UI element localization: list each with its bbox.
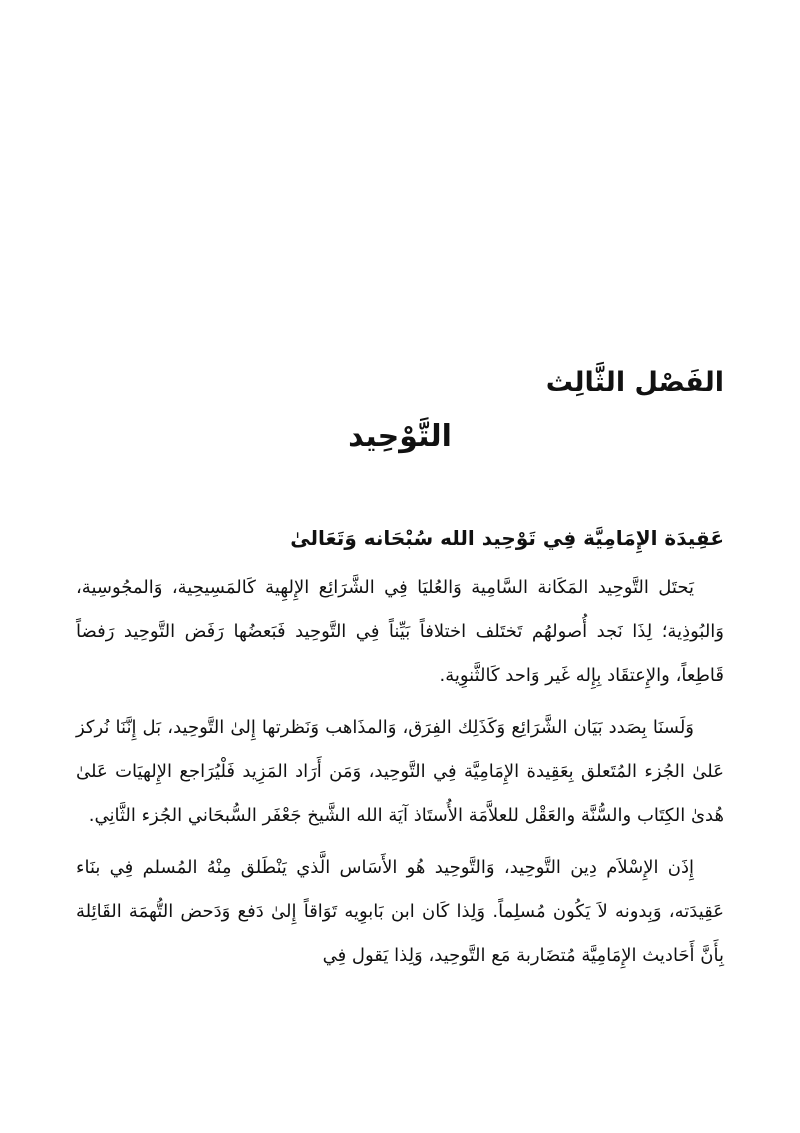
chapter-label: الفَصْل الثَّالِث xyxy=(545,367,724,398)
paragraph-2: وَلَسنَا بِصَدد بَيَان الشَّرَائِع وَكَذَلِك الفِرَق، وَالمذَاهب وَنَظرتها إِلىٰ التَّوحِيد، بَل إِنَّنَا نُركز عَلىٰ الجُزء المُتَعلق بِعَقِيدة الإِمَامِيَّة فِي التَّوحِيد، وَمَن أَرَاد المَزِيد فَلْيُرَاجع الإِلهيَات عَلىٰ هُدىٰ الكِتَاب والسُّنَّة والعَقْل للعلاَّمَة الأُستَاذ آيَة الله الشَّيخ جَعْفَر السُّبحَاني الجُزء الثَّانِي. xyxy=(76,717,724,826)
paragraph-3: إِذَن الإِسْلاَم دِين التَّوحِيد، وَالتَّوحِيد هُو الأَسَاس الَّذي يَنْطَلق مِنْهُ المُسلم فِي بنَاء عَقِيدَته، وَبِدونه لاَ يَكُون مُسلِماً. وَلِذا كَان ابن بَابوِيه تَوَاقاً إِلىٰ دَفع وَدَحض التُّهمَة القَائِلة بِأَنَّ أَحَاديث الإِمَامِيَّة مُتضَاربة مَع التَّوحِيد، وَلِذا يَقول فِي xyxy=(76,857,724,966)
section-heading: عَقِيدَة الإِمَامِيَّة فِي تَوْحِيد الله سُبْحَانه وَتَعَالىٰ xyxy=(290,526,724,550)
body-text xyxy=(76,518,724,986)
paragraph-1: يَحتَل التَّوحِيد المَكَانة السَّامِية وَالعُليَا فِي الشَّرَائِع الإِلهِية كَالمَسِيحِية، وَالمجُوسِية، وَالبُوذِية؛ لِذَا نَجد أُصولهُم تَختَلف اختلافاً بَيِّناً فِي التَّوحِيد فَبَعضُها رَفَض التَّوحِيد رَفضاً قَاطِعاً، والإِعتقَاد بِإِله غَير وَاحد كَالثَّنوِية. xyxy=(76,577,724,686)
chapter-title: التَّوْحِيد xyxy=(348,419,452,454)
